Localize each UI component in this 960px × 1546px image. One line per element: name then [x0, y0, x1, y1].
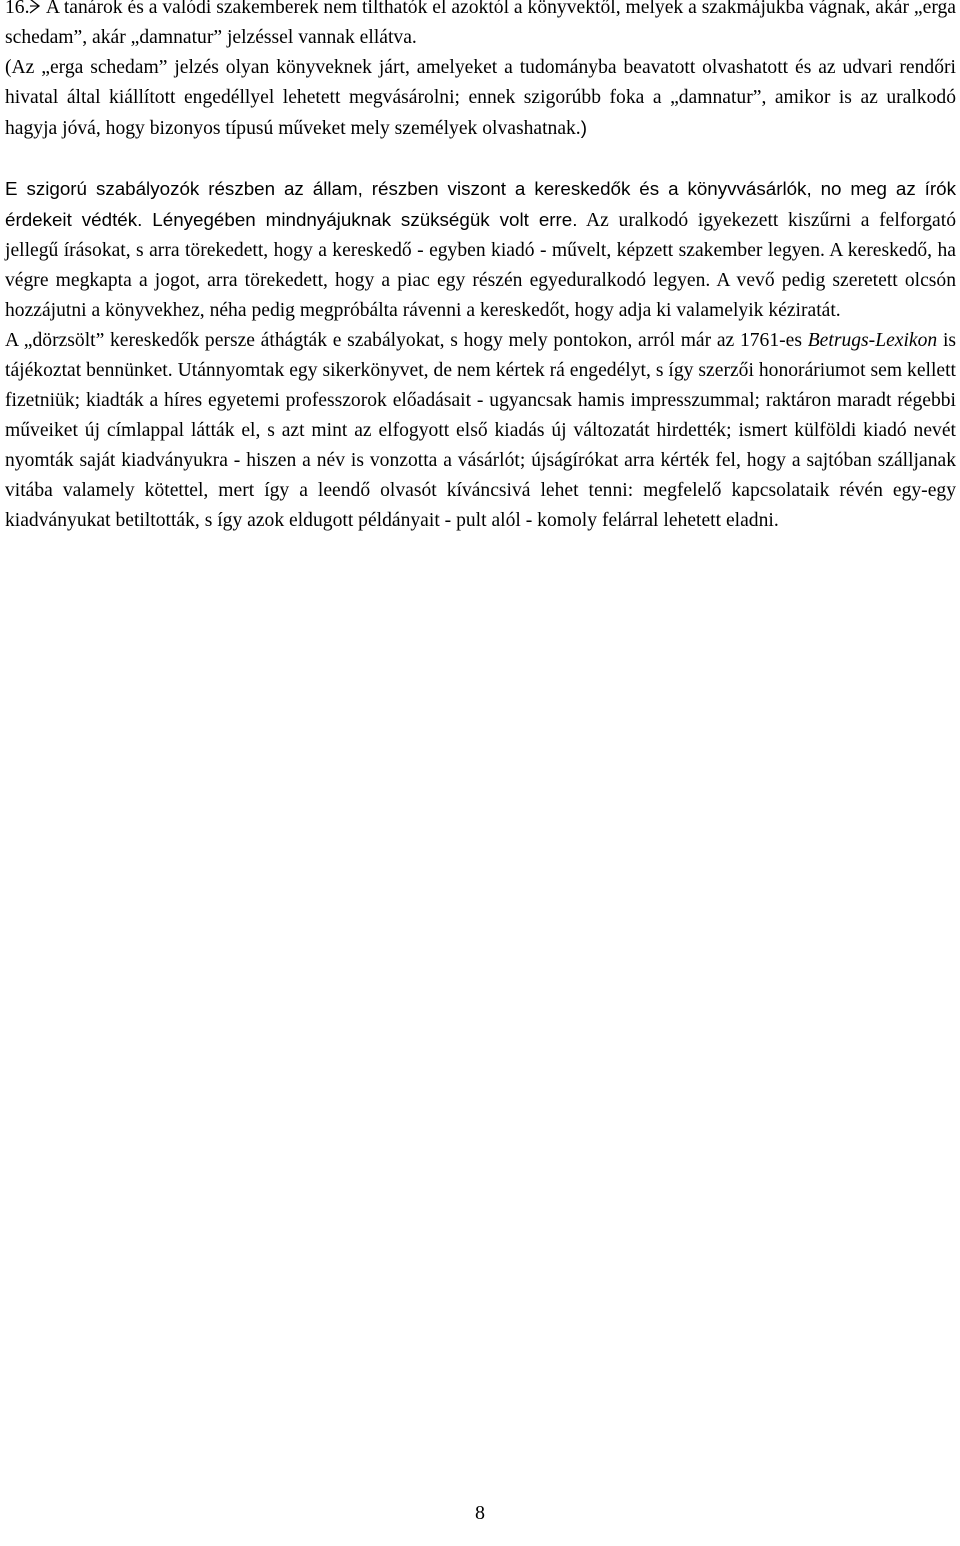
explanatory-note [5, 53, 956, 144]
note-text: (Az „erga schedam” jelzés olyan könyveknek járt, amelyeket a tudományba beavatott olvashatott és az udvari rendőri hivatal által kiállított engedéllyel lehetett megvásárolni; ennek szigorúbb foka a „damnatur”, amikor is az uralkodó hagyja jóvá, hogy bizonyos típusú műveket mely személyek olvashatnak. [5, 57, 956, 139]
paragraph-dealers [5, 326, 956, 536]
numbered-item-16 [5, 0, 956, 53]
paragraph-regulations-lead: E szigorú szabályozók részben az állam, részben viszont a kereskedők és a könyvvásárlók, no meg az írók érdekeit védték. Lényegében mindnyájuknak szükségük volt erre. [5, 178, 956, 230]
page-number: 8 [475, 1502, 485, 1524]
item-number: 16. [5, 0, 30, 18]
item-text: A tanárok és a valódi szakemberek nem tilthatók el azoktól a könyvektől, melyek a szakmájukba vágnak, akár „erga schedam”, akár „damnatur” jelzéssel vannak ellátva. [5, 0, 956, 48]
note-closing-paren: ) [580, 117, 587, 138]
paragraph-dealers-rest: is tájékoztat bennünket. Utánnyomtak egy sikerkönyvet, de nem kértek rá engedélyt, s így szerzői honoráriumot sem kellett fizetniük; kiadták a híres egyetemi professzorok előadásait - ugyancsak hamis impresszummal; raktáron maradt régebbi műveiket új címlappal látták el, s azt mint az elfogyott első kiadás új változatát hirdették; ismert külföldi kiadó nevét nyomták saját kiadványukra - hiszen a név is vonzotta a vásárlót; újságírókat arra kérték fel, hogy a sajtóban szálljanak vitába valamely kötettel, mert így a leendő olvasót kíváncsivá lehet tenni: megfelelő kapcsolataik révén egy-egy kiadványukat betiltották, s így azok eldugott példányait - pult alól - komoly felárral lehetett eladni. [5, 330, 957, 531]
arrow-marker-icon [28, 0, 42, 16]
book-title: Betrugs-Lexikon [807, 330, 938, 351]
paragraph-regulations [5, 174, 956, 326]
document-body [5, 0, 956, 536]
paragraph-dealers-intro: A „dörzsölt” kereskedők persze áthágták e szabályokat, s hogy mely pontokon, arról már az 1761-es [5, 330, 808, 351]
paragraph-regulations-rest: Az uralkodó igyekezett kiszűrni a felforgató jellegű írásokat, s arra törekedett, hogy a kereskedő - egyben kiadó - művelt, képzett szakember legyen. A kereskedő, ha végre megkapta a jogot, arra törekedett, hogy a piac egy részén egyeduralkodó legyen. A vevő pedig szeretett olcsón hozzájutni a könyvekhez, néha pedig megpróbálta rávenni a kereskedőt, hogy adja ki valamelyik kéziratát. [5, 210, 956, 321]
